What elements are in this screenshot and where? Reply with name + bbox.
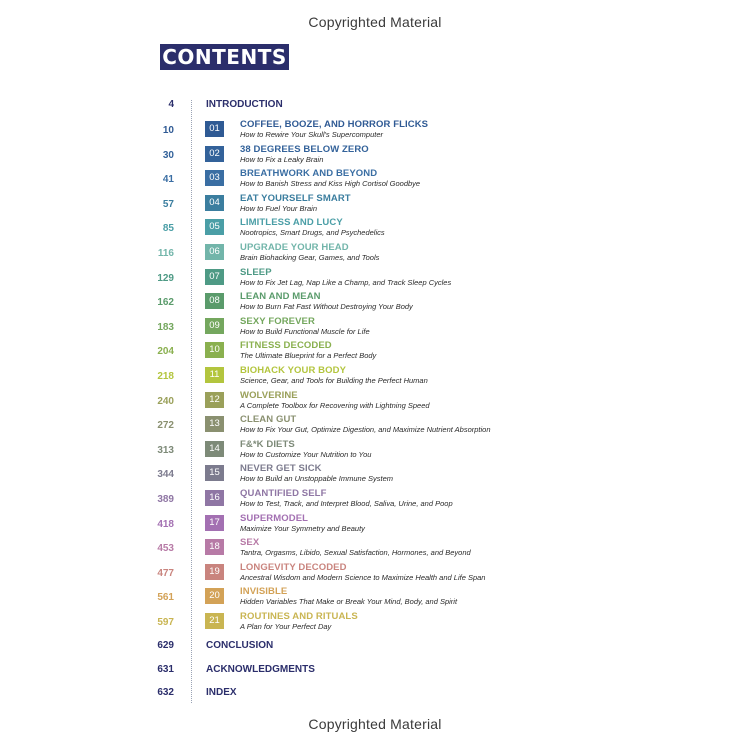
chapter-title: INVISIBLE [240, 586, 288, 598]
toc-chapter-10[interactable] [0, 340, 750, 360]
page-number: 218 [157, 371, 174, 382]
chapter-subtitle: How to Burn Fat Fast Without Destroying Your Body [240, 302, 413, 312]
toc-entry-acknowledgments[interactable] [0, 664, 750, 678]
chapter-title: SUPERMODEL [240, 512, 309, 524]
page-number: 129 [157, 272, 174, 284]
chapter-number-badge: 10 [205, 342, 224, 358]
toc-chapter-17[interactable] [0, 513, 750, 533]
page-number: 272 [157, 420, 174, 432]
chapter-title: LIMITLESS AND LUCY [240, 217, 343, 229]
page-number: 183 [157, 321, 174, 333]
chapter-title: ROUTINES AND RITUALS [240, 611, 358, 622]
chapter-number-badge: 20 [205, 588, 224, 604]
chapter-subtitle: Nootropics, Smart Drugs, and Psychedelics [240, 228, 385, 238]
chapter-subtitle: How to Fix a Leaky Brain [240, 154, 324, 164]
chapter-subtitle: How to Fuel Your Brain [240, 203, 317, 213]
chapter-subtitle: How to Build Functional Muscle for Life [240, 326, 370, 336]
chapter-subtitle: How to Fix Jet Lag, Nap Like a Champ, and Track Sleep Cycles [240, 277, 452, 287]
chapter-number-badge: 16 [205, 490, 224, 506]
chapter-number-badge: 09 [205, 318, 224, 334]
chapter-number-badge: 03 [205, 170, 224, 186]
toc-chapter-21[interactable] [0, 611, 750, 631]
chapter-number-badge: 17 [205, 515, 224, 531]
toc-chapter-03[interactable] [0, 168, 750, 188]
toc-chapter-08[interactable] [0, 291, 750, 311]
toc-chapter-11[interactable] [0, 365, 750, 385]
chapter-subtitle: Ancestral Wisdom and Modern Science to Maximize Health and Life Span [240, 572, 486, 582]
toc-chapter-09[interactable] [0, 316, 750, 336]
chapter-number-badge: 07 [205, 269, 224, 285]
chapter-number-badge: 18 [205, 539, 224, 555]
chapter-number-badge: 06 [205, 244, 224, 260]
chapter-subtitle: How to Build an Unstoppable Immune System [240, 474, 393, 484]
chapter-subtitle: Tantra, Orgasms, Libido, Sexual Satisfaction, Hormones, and Beyond [240, 548, 471, 558]
toc-chapter-01[interactable] [0, 119, 750, 139]
chapter-number-badge: 15 [205, 465, 224, 481]
page-number: 85 [162, 223, 174, 235]
chapter-number-badge: 01 [205, 121, 224, 137]
chapter-subtitle: How to Fix Your Gut, Optimize Digestion, and Maximize Nutrient Absorption [240, 425, 491, 435]
chapter-title: BREATHWORK AND BEYOND [240, 168, 378, 180]
chapter-subtitle: A Plan for Your Perfect Day [240, 622, 332, 631]
toc-chapter-05[interactable] [0, 217, 750, 237]
chapter-number-badge: 02 [205, 146, 224, 162]
toc-entry-introduction[interactable] [0, 99, 750, 113]
chapter-subtitle: Hidden Variables That Make or Break Your Mind, Body, and Spirit [240, 597, 458, 607]
chapter-subtitle: Brain Biohacking Gear, Games, and Tools [240, 253, 380, 262]
toc-chapter-15[interactable] [0, 463, 750, 483]
page-number: 41 [162, 174, 174, 186]
page-number: 418 [157, 518, 174, 530]
toc-chapter-04[interactable] [0, 193, 750, 213]
chapter-title: COFFEE, BOOZE, AND HORROR FLICKS [240, 119, 429, 130]
chapter-subtitle: Science, Gear, and Tools for Building the Perfect Human [240, 376, 428, 385]
page-number: 344 [157, 469, 174, 481]
chapter-number-badge: 21 [205, 613, 224, 629]
page-number: 453 [157, 543, 174, 555]
chapter-title: EAT YOURSELF SMART [240, 192, 351, 204]
page-number: 632 [157, 687, 174, 698]
page-number: 389 [157, 494, 174, 505]
page-number: 162 [157, 297, 174, 309]
page-number: 10 [162, 125, 174, 136]
toc-chapter-02[interactable] [0, 144, 750, 164]
chapter-title: SLEEP [240, 266, 272, 278]
chapter-title: 38 DEGREES BELOW ZERO [240, 143, 369, 155]
toc-chapter-07[interactable] [0, 267, 750, 287]
chapter-number-badge: 04 [205, 195, 224, 211]
chapter-title: F&*K DIETS [240, 438, 295, 450]
chapter-subtitle: A Complete Toolbox for Recovering with Lightning Speed [240, 400, 430, 410]
page-number: 631 [157, 663, 174, 675]
chapter-title: SEX [240, 537, 260, 549]
chapter-title: LEAN AND MEAN [240, 291, 321, 303]
toc-entry-index[interactable] [0, 687, 750, 701]
chapter-number-badge: 12 [205, 392, 224, 408]
entry-title: INDEX [206, 687, 237, 698]
chapter-subtitle: The Ultimate Blueprint for a Perfect Body [240, 351, 377, 361]
entry-title: CONCLUSION [206, 640, 274, 651]
page-number: 629 [157, 640, 174, 651]
toc-chapter-13[interactable] [0, 414, 750, 434]
chapter-title: UPGRADE YOUR HEAD [240, 242, 349, 253]
chapter-number-badge: 19 [205, 564, 224, 580]
chapter-title: CLEAN GUT [240, 414, 297, 426]
page-number: 4 [168, 99, 174, 110]
toc-chapter-18[interactable] [0, 537, 750, 557]
chapter-number-badge: 13 [205, 416, 224, 432]
contents-heading: CONTENTS [160, 44, 289, 70]
chapter-subtitle: How to Customize Your Nutrition to You [240, 449, 372, 459]
page-number: 240 [157, 395, 174, 407]
toc-chapter-12[interactable] [0, 390, 750, 410]
chapter-title: FITNESS DECODED [240, 340, 332, 352]
chapter-subtitle: How to Rewire Your Skull's Supercomputer [240, 130, 384, 139]
entry-title: ACKNOWLEDGMENTS [206, 663, 315, 675]
toc-chapter-06[interactable] [0, 242, 750, 262]
toc-entry-conclusion[interactable] [0, 640, 750, 654]
page-number: 116 [157, 248, 174, 259]
chapter-number-badge: 05 [205, 219, 224, 235]
chapter-subtitle: How to Banish Stress and Kiss High Cortisol Goodbye [240, 179, 421, 189]
entry-title: INTRODUCTION [206, 99, 283, 110]
chapter-title: BIOHACK YOUR BODY [240, 365, 347, 376]
chapter-title: LONGEVITY DECODED [240, 561, 347, 573]
chapter-number-badge: 14 [205, 441, 224, 457]
chapter-number-badge: 11 [205, 367, 224, 383]
chapter-title: QUANTIFIED SELF [240, 488, 327, 499]
copyright-watermark-top: Copyrighted Material [308, 14, 442, 30]
page-number: 30 [162, 149, 174, 161]
toc-chapter-14[interactable] [0, 439, 750, 459]
chapter-title: WOLVERINE [240, 389, 298, 401]
chapter-subtitle: Maximize Your Symmetry and Beauty [240, 523, 365, 533]
page-number: 204 [157, 346, 174, 358]
copyright-watermark-bottom: Copyrighted Material [308, 716, 442, 732]
page-number: 57 [162, 198, 174, 210]
page-number: 561 [157, 592, 174, 604]
page-number: 597 [157, 617, 174, 628]
page-number: 477 [157, 567, 174, 579]
toc-chapter-16[interactable] [0, 488, 750, 508]
chapter-number-badge: 08 [205, 293, 224, 309]
chapter-subtitle: How to Test, Track, and Interpret Blood, Saliva, Urine, and Poop [240, 499, 453, 508]
toc-chapter-19[interactable] [0, 562, 750, 582]
toc-chapter-20[interactable] [0, 586, 750, 606]
chapter-title: SEXY FOREVER [240, 315, 315, 327]
page-number: 313 [157, 444, 174, 456]
chapter-title: NEVER GET SICK [240, 463, 322, 475]
